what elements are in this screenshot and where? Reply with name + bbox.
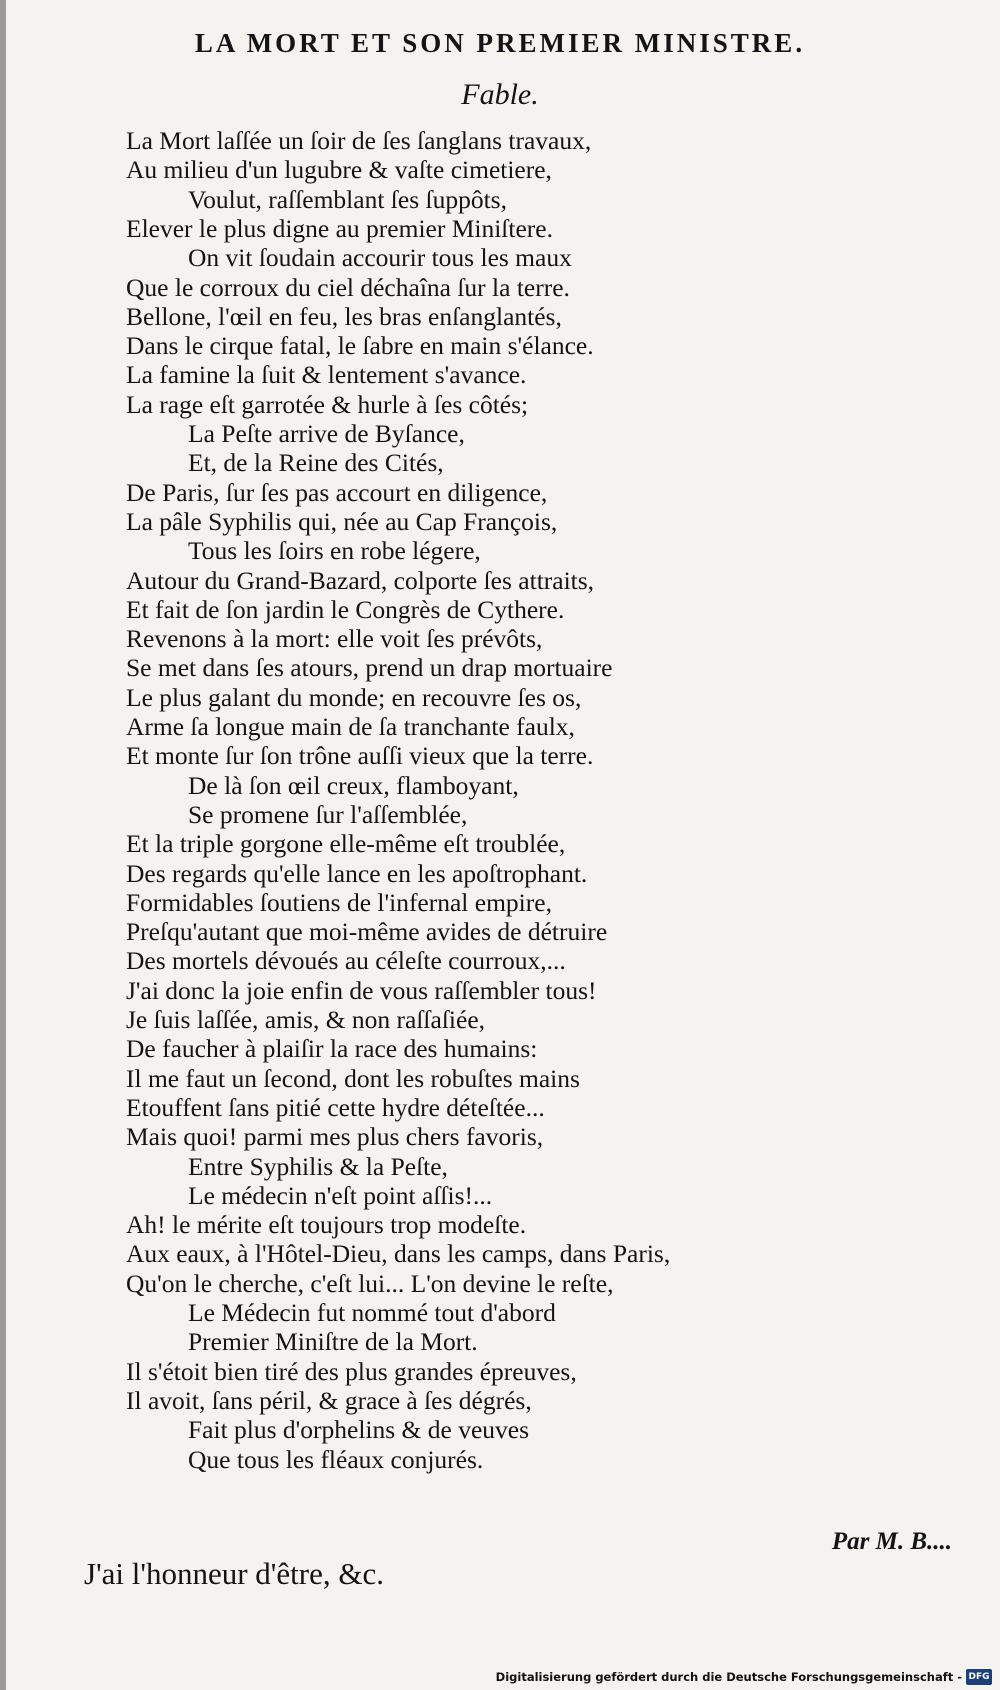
- poem-line: Preſqu'autant que moi-même avides de détruire: [126, 917, 608, 947]
- poem-line: Au milieu d'un lugubre & vaſte cimetiere,: [126, 155, 552, 185]
- author-signature: Par M. B....: [831, 1528, 952, 1555]
- poem-line: De là ſon œil creux, flamboyant,: [188, 770, 519, 800]
- poem-line: Et la triple gorgone elle-même eſt troublée,: [126, 829, 566, 859]
- poem-line: Revenons à la mort: elle voit ſes prévôts,: [126, 624, 543, 654]
- poem-line: Je ſuis laſſée, amis, & non raſſaſiée,: [126, 1005, 486, 1034]
- poem-line: Mais quoi! parmi mes plus chers favoris,: [126, 1122, 544, 1152]
- poem-line: Il avoit, ſans péril, & grace à ſes dégrés,: [126, 1385, 532, 1415]
- poem-line: Des regards qu'elle lance en les apoſtrophant.: [126, 858, 588, 888]
- poem-line: De Paris, ſur ſes pas accourt en diligence,: [126, 477, 548, 507]
- poem-line: Elever le plus digne au premier Miniſtere.: [126, 213, 553, 243]
- poem-line: La famine la ſuit & lentement s'avance.: [126, 360, 527, 390]
- poem-line: Ah! le mérite eſt toujours trop modeſte.: [126, 1210, 527, 1240]
- page-subtitle: Fable.: [461, 78, 539, 111]
- poem-line: Se met dans ſes atours, prend un drap mortuaire: [126, 653, 613, 683]
- poem-line: Qu'on le cherche, c'eſt lui... L'on devine le reſte,: [126, 1268, 614, 1298]
- poem-line: Entre Syphilis & la Peſte,: [188, 1151, 448, 1181]
- poem-line: Tous les ſoirs en robe légere,: [188, 536, 481, 566]
- closing-salutation: J'ai l'honneur d'être, &c.: [84, 1556, 384, 1591]
- digitization-credit: [496, 1668, 992, 1686]
- poem-line: Le plus galant du monde; en recouvre ſes os,: [126, 682, 582, 712]
- poem-line: Formidables ſoutiens de l'infernal empire,: [126, 887, 552, 917]
- poem-line: Fait plus d'orphelins & de veuves: [188, 1415, 530, 1445]
- page-shadow-edge: [0, 0, 6, 1690]
- page-title: LA MORT ET SON PREMIER MINISTRE.: [194, 28, 806, 58]
- poem-line: Voulut, raſſemblant ſes ſuppôts,: [188, 184, 507, 214]
- poem-line: Bellone, l'œil en feu, les bras enſanglantés,: [126, 301, 562, 331]
- dfg-logo-icon: DFG: [966, 1669, 992, 1685]
- poem-line: Des mortels dévoués au céleſte courroux,...: [126, 946, 566, 976]
- poem-line: Que le corroux du ciel déchaîna ſur la terre.: [126, 272, 570, 302]
- credit-text: Digitalisierung gefördert durch die Deutsche Forschungsgemeinschaft -: [495, 1670, 962, 1684]
- poem-line: Le médecin n'eſt point aſſis!...: [188, 1180, 493, 1210]
- poem-line: Aux eaux, à l'Hôtel-Dieu, dans les camps, dans Paris,: [126, 1239, 671, 1269]
- poem-line: J'ai donc la joie enfin de vous raſſembler tous!: [126, 975, 597, 1005]
- poem-line: La Mort laſſée un ſoir de ſes ſanglans travaux,: [126, 126, 592, 155]
- poem-line: Arme ſa longue main de ſa tranchante faulx,: [126, 712, 575, 741]
- poem-line: On vit ſoudain accourir tous les maux: [188, 243, 572, 273]
- poem-line: La Peſte arrive de Byſance,: [188, 419, 465, 448]
- poem-line: Il me faut un ſecond, dont les robuſtes mains: [126, 1063, 580, 1093]
- poem-line: Se promene ſur l'aſſemblée,: [188, 799, 468, 829]
- poem-line: Premier Miniſtre de la Mort.: [188, 1327, 478, 1357]
- poem-line: La rage eſt garrotée & hurle à ſes côtés;: [126, 389, 529, 419]
- poem-line: Et, de la Reine des Cités,: [188, 448, 444, 478]
- poem-line: Le Médecin fut nommé tout d'abord: [188, 1298, 556, 1327]
- poem-line: Il s'étoit bien tiré des plus grandes épreuves,: [126, 1356, 577, 1386]
- poem-line: Et fait de ſon jardin le Congrès de Cythere.: [126, 594, 565, 624]
- poem-line: La pâle Syphilis qui, née au Cap François,: [126, 506, 558, 536]
- poem-line: Dans le cirque fatal, le ſabre en main s'élance.: [126, 331, 594, 361]
- poem-line: Et monte ſur ſon trône auſſi vieux que la terre.: [126, 741, 594, 771]
- poem-line: Autour du Grand-Bazard, colporte ſes attraits,: [126, 565, 595, 595]
- poem-line: Que tous les fléaux conjurés.: [188, 1444, 484, 1474]
- poem-line: De faucher à plaiſir la race des humains:: [126, 1034, 538, 1064]
- poem-line: Etouffent ſans pitié cette hydre déteſtée...: [126, 1092, 545, 1122]
